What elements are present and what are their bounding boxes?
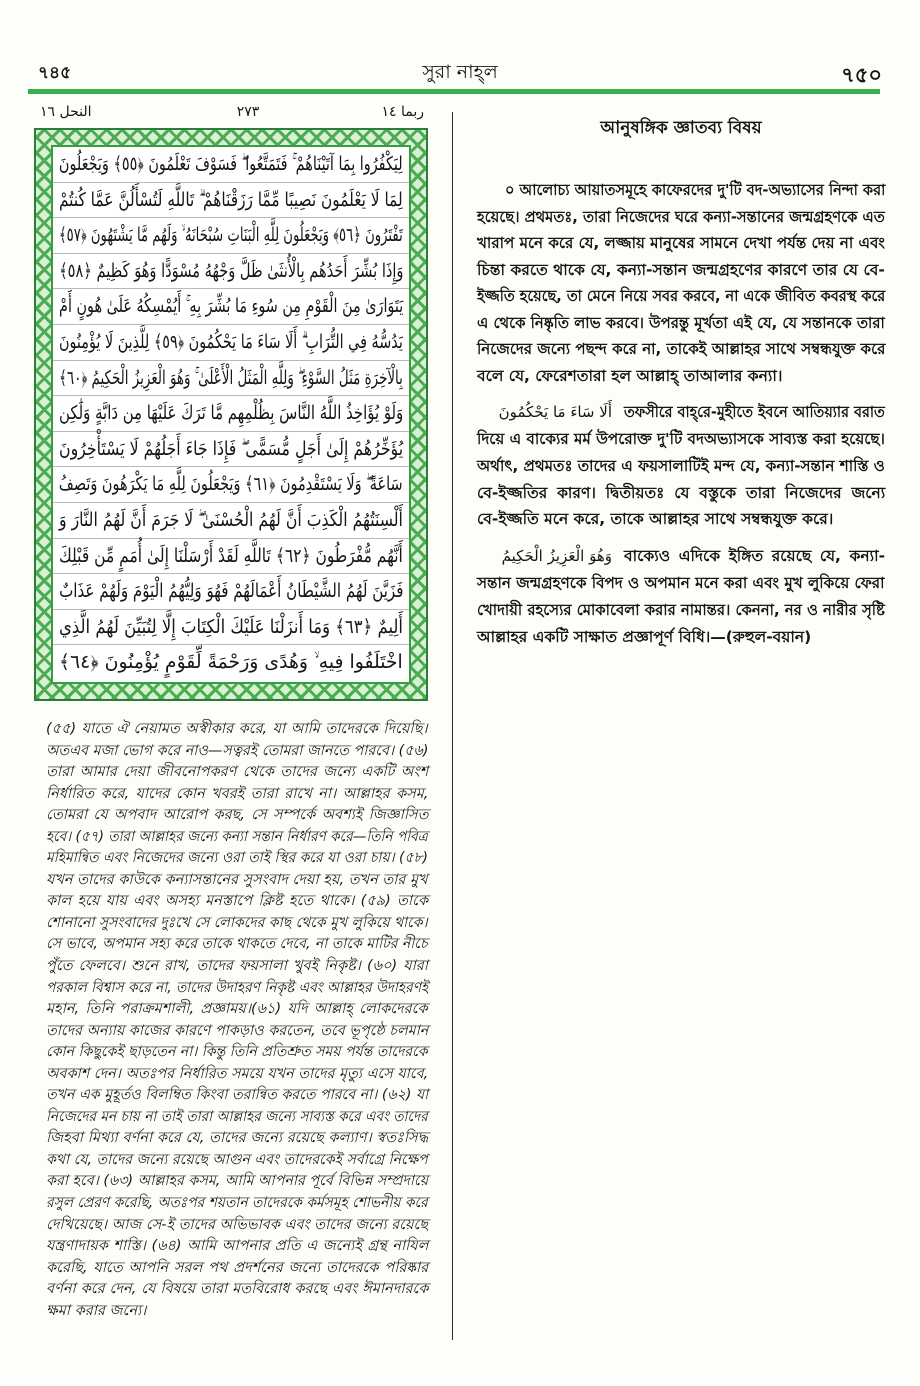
arabic-line xyxy=(53,467,409,503)
translation-line-text: মহিমান্বিত এবং নিজেদের জন্যে ওরা তাই স্থির করে যা ওরা চায়। (৫৮) xyxy=(46,850,428,867)
arabic-line xyxy=(53,396,409,432)
translation-line xyxy=(46,1236,428,1258)
notes-line-text: দিয়ে এ বাক্যের মর্ম উপরোক্ত দু'টি বদঅভ্যাসকে সাব্যস্ত করা হয়েছে। xyxy=(477,430,885,448)
arabic-line xyxy=(53,539,409,575)
translation-line xyxy=(46,1279,428,1301)
arabic-line-text: أَنَّهُم مُّفْرَطُونَ ﴿٦٢﴾ تَاللَّهِ لَقَدْ أَرْسَلْنَا إِلَىٰ أُمَمٍ مِّن قَبْلِكَ xyxy=(59,544,403,567)
translation-line xyxy=(46,1128,428,1150)
notes-line-text: অর্থাৎ, প্রথমতঃ তাদের এ ফয়সালাটিই মন্দ যে, কন্যা-সন্তান শাস্তি ও xyxy=(477,456,885,475)
notes-line xyxy=(624,543,885,570)
translation-line-text: বর্ণনা করে দেন, যে বিষয়ে তারা মতবিরোধ করছে এবং ঈমানদারকে xyxy=(46,1281,429,1298)
notes-line xyxy=(477,570,885,597)
arabic-quote xyxy=(477,399,624,426)
right-page-number: ৭৫০ xyxy=(841,63,882,87)
translation-line xyxy=(46,1107,428,1129)
notes-line xyxy=(477,257,885,284)
running-title: সুরা নাহ্‌ল xyxy=(422,61,498,83)
translation-line xyxy=(46,891,428,913)
translation-line-text: যন্ত্রণাদায়ক শাস্তি। (৬৪) আমি আপনার প্রতি এ জন্যেই গ্রন্থ নাযিল xyxy=(46,1238,429,1255)
arabic-line-text: تَفْتَرُونَ ﴿٥٦﴾ وَيَجْعَلُونَ لِلَّهِ الْبَنَاتِ سُبْحَانَهُ ۙ وَلَهُم مَّا يَشْتَهُونَ ﴿٥٧﴾ xyxy=(59,224,403,247)
notes-line-text: বে-ইজ্জতি মনে করে, তাকে আল্লাহর সাথে সম্বন্ধযুক্ত করে। xyxy=(477,510,834,529)
translation-paragraph xyxy=(46,719,428,1322)
surah-label: النحل ١٦ xyxy=(40,104,92,120)
translation-line xyxy=(46,1301,428,1323)
translation-line xyxy=(46,999,428,1021)
notes-line-text: ইজ্জতি হয়েছে, তা মেনে নিয়ে সবর করবে, না একে জীবিত কবরস্থ করে xyxy=(477,287,886,305)
notes-line-text: সন্তান জন্মগ্রহণকে বিপদ ও অপমান মনে করা এবং মুখ লুকিয়ে ফেরা xyxy=(477,574,885,592)
translation-line-text: পরকাল বিশ্বাস করে না, তাদের উদাহরণ নিকৃষ্ট এবং আল্লাহর উদাহরণই xyxy=(46,979,429,996)
translation-line xyxy=(46,1150,428,1172)
translation-line xyxy=(46,848,428,870)
notes-line xyxy=(477,506,885,533)
arabic-line-text: لِمَا لَا يَعْلَمُونَ نَصِيبًا مِّمَّا رَزَقْنَاهُمْ ۗ تَاللَّهِ لَتُسْأَلُنَّ عَمَّا كُنتُمْ xyxy=(59,188,403,211)
notes-line xyxy=(477,597,885,624)
translation-line xyxy=(46,870,428,892)
arabic-line-text: بِالْآخِرَةِ مَثَلُ السَّوْءِ ۖ وَلِلَّهِ الْمَثَلُ الْأَعْلَىٰ ۚ وَهُوَ الْعَزِيزُ الْحَكِيمُ ﴿٦٠﴾ xyxy=(59,366,404,389)
translation-line xyxy=(46,1085,428,1107)
arabic-line xyxy=(53,645,409,681)
notes-line-text: ০ আলোচ্য আয়াতসমূহে কাফেরদের দু'টি বদ-অভ্যাসের নিন্দা করা xyxy=(505,181,886,199)
translation-line-text: দেখিয়েছে। আজ সে-ই তাদের অভিভাবক এবং তাদের জন্যে রয়েছে xyxy=(46,1216,429,1233)
translation-line xyxy=(46,741,428,763)
translation-line-text: করা হবে। (৬৩) আল্লাহর কসম, আমি আপনার পূর্বে বিভিন্ন সম্প্রদায়ে xyxy=(46,1173,429,1190)
notes-line-text: বাক্যেও এদিকে ইঙ্গিত রয়েছে যে, কন্যা- xyxy=(624,547,886,565)
translation-line-text: তোমরা যে অপবাদ আরোপ করছ, সে সম্পর্কে অবশ্যই জিজ্ঞাসিত xyxy=(46,807,429,824)
translation-line xyxy=(46,827,428,849)
notes-line xyxy=(477,283,885,310)
translation-line-text: হবে। (৫৭) তারা আল্লাহর জন্যে কন্যা সন্তান নির্ধারণ করে—তিনি পবিত্র xyxy=(46,828,428,845)
translation-line xyxy=(46,762,428,784)
arabic-line-text: يَتَوَارَىٰ مِنَ الْقَوْمِ مِن سُوءِ مَا بُشِّرَ بِهِ ۚ أَيُمْسِكُهُ عَلَىٰ هُونٍ أَمْ xyxy=(58,295,403,318)
header-rule xyxy=(28,89,880,94)
quran-text-panel xyxy=(51,145,411,684)
arabic-line xyxy=(53,325,409,361)
column-divider xyxy=(452,112,453,1340)
notes-line-text: খারাপ মনে করে যে, লজ্জায় মানুষের সামনে দেখা পর্যন্ত দেয় না এবং xyxy=(477,234,885,252)
arabic-line xyxy=(53,147,409,183)
notes-paragraph xyxy=(477,426,885,533)
notes-line-text: তফসীরে বাহ্‌রে-মুহীতে ইবনে আতিয়্যার বরাত xyxy=(624,403,885,421)
notes-line xyxy=(477,426,885,453)
translation-line xyxy=(46,978,428,1000)
translation-line xyxy=(46,1064,428,1086)
translation-line-text: রসুল প্রেরণ করেছি, অতঃপর শয়তান তাদেরকে কর্মসমূহ শোভনীয় করে xyxy=(46,1195,428,1212)
translation-line-text: শোনানো সুসংবাদের দুঃখে সে লোকদের কাছ থেকে মুখ লুকিয়ে থাকে। xyxy=(46,914,428,931)
notes-line xyxy=(477,480,885,507)
translation-line-text: যখন তাদের কাউকে কন্যাসন্তানের সুসংবাদ দেয়া হয়, তখন তার মুখ xyxy=(46,871,428,888)
arabic-line-text: أَلِيمٌ ﴿٦٣﴾ وَمَا أَنزَلْنَا عَلَيْكَ الْكِتَابَ إِلَّا لِتُبَيِّنَ لَهُمُ الَّذِي xyxy=(58,615,403,638)
arabic-line-text: سَاعَةً ۖ وَلَا يَسْتَقْدِمُونَ ﴿٦١﴾ وَيَجْعَلُونَ لِلَّهِ مَا يَكْرَهُونَ وَتَصِفُ xyxy=(59,473,403,496)
translation-line-text: পুঁতে ফেলবে। শুনে রাখ, তাদের ফয়সালা খুবই নিকৃষ্ট। (৬০) যারা xyxy=(46,958,428,975)
quote-line xyxy=(477,543,885,570)
translation-line xyxy=(46,719,428,741)
arabic-line-text: اخْتَلَفُوا فِيهِ ۙ وَهُدًى وَرَحْمَةً لِّقَوْمٍ يُؤْمِنُونَ ﴿٦٤﴾ xyxy=(59,651,404,674)
notes-line-text: বলে যে, ফেরেশতারা হল আল্লাহ্ তাআলার কন্যা। xyxy=(477,366,783,385)
translation-line-text: নির্ধারিত করে, যাদের কোন খবরই তারা রাখে না। আল্লাহর কসম, xyxy=(46,785,429,802)
arabic-line xyxy=(53,610,409,646)
arabic-line-text: وَلَوْ يُؤَاخِذُ اللَّهُ النَّاسَ بِظُلْمِهِم مَّا تَرَكَ عَلَيْهَا مِن دَابَّةٍ وَلَٰكِن xyxy=(58,402,403,425)
translation-line-text: করেছি, যাতে আপনি সরল পথ প্রদর্শনের জন্যে তাদেরকে পরিষ্কার xyxy=(46,1259,429,1276)
translation-line-text: (৫৫) যাতে ঐ নেয়ামত অস্বীকার করে, যা আমি তাদেরকে দিয়েছি। xyxy=(46,721,428,737)
translation-line xyxy=(46,1021,428,1043)
arabic-line xyxy=(53,218,409,254)
notes-paragraph xyxy=(477,570,885,650)
notes-line xyxy=(477,624,885,651)
arabic-line xyxy=(53,183,409,219)
notes-line-text: নিজেদের জন্যে পছন্দ করে না, তাকেই আল্লাহর সাথে সম্বন্ধযুক্ত করে xyxy=(477,340,886,358)
left-page-number: ৭৪৫ xyxy=(38,63,72,83)
translation-line-text: তারা আমার দেয়া জীবনোপকরণ থেকে তাদের জন্যে একটি অংশ xyxy=(46,764,429,781)
arabic-line xyxy=(53,361,409,397)
translation-line xyxy=(46,913,428,935)
translation-line-text: অতএব মজা ভোগ করে নাও—সত্বরই তোমরা জানতে পারবে। (৫৬) xyxy=(46,742,429,759)
translation-line xyxy=(46,805,428,827)
notes-line-text: এ থেকে নিষ্কৃতি লাভ করবে। উপরন্তু মূর্খতা এই যে, যে সন্তানকে তারা xyxy=(477,313,885,332)
notes-paragraph xyxy=(477,177,885,389)
translation-line xyxy=(46,1258,428,1280)
translation-line-text: সে ভাবে, অপমান সহ্য করে তাকে থাকতে দেবে, না তাকে মাটির নীচে xyxy=(46,936,428,953)
quran-text-frame xyxy=(34,128,428,701)
translation-line xyxy=(46,1193,428,1215)
notes-line xyxy=(624,399,885,426)
arabic-line xyxy=(53,254,409,290)
translation-line-text: কোন কিছুকেই ছাড়তেন না। কিন্তু তিনি প্রতিশ্রুত সময় পর্যন্ত তাদেরকে xyxy=(46,1044,428,1061)
notes-line xyxy=(477,310,885,337)
translation-line xyxy=(46,784,428,806)
arabic-line xyxy=(53,503,409,539)
translation-line-text: কথা যে, তাদের জন্যে রয়েছে আগুন এবং তাদেরকেই সর্বাগ্রে নিক্ষেপ xyxy=(46,1151,428,1168)
notes-line-text: হয়েছে। প্রথমতঃ, তারা নিজেদের ঘরে কন্যা-সন্তানের জন্মগ্রহণকে এত xyxy=(477,207,885,226)
arabic-quote xyxy=(477,543,624,570)
arabic-line-text: فَزَيَّنَ لَهُمُ الشَّيْطَانُ أَعْمَالَهُمْ فَهُوَ وَلِيُّهُمُ الْيَوْمَ وَلَهُمْ عَذَابٌ xyxy=(58,580,403,603)
translation-line xyxy=(46,1042,428,1064)
translation-line xyxy=(46,1215,428,1237)
translation-line-text: অবকাশ দেন। অতঃপর নির্ধারিত সময়ে যখন তাদের মৃত্যু এসে যাবে, xyxy=(46,1065,429,1082)
notes-line xyxy=(477,363,885,390)
arabic-line xyxy=(53,289,409,325)
notes-line-text: খোদায়ী রহস্যের মোকাবেলা করার নামান্তর। কেননা, নর ও নারীর সৃষ্টি xyxy=(477,600,885,619)
translation-line-text: ক্ষমা করার জন্যে। xyxy=(46,1302,147,1319)
notes-line xyxy=(477,204,885,231)
arabic-line-text: أَلْسِنَتُهُمُ الْكَذِبَ أَنَّ لَهُمُ الْحُسْنَىٰ ۖ لَا جَرَمَ أَنَّ لَهُمُ النَّارَ وَ xyxy=(59,508,403,531)
notes-line-text: বে-ইজ্জতির কারণ। দ্বিতীয়তঃ যে বস্তুকে তারা নিজেদের জন্যে xyxy=(477,483,886,502)
arabic-line-text: لِيَكْفُرُوا بِمَا آتَيْنَاهُمْ ۚ فَتَمَتَّعُوا ۖ فَسَوْفَ تَعْلَمُونَ ﴿٥٥﴾ وَيَجْعَلُونَ xyxy=(59,153,403,175)
quote-line xyxy=(477,399,885,426)
translation-line-text: জিহবা মিথ্যা বর্ণনা করে যে, তাদের জন্যে রয়েছে কল্যাণ। স্বতঃসিদ্ধ xyxy=(46,1130,429,1147)
arabic-line-text: يَدُسُّهُ فِي التُّرَابِ ۗ أَلَا سَاءَ مَا يَحْكُمُونَ ﴿٥٩﴾ لِلَّذِينَ لَا يُؤْمِنُونَ xyxy=(59,330,403,353)
translation-line-text: তাদের অন্যায় কাজের কারণে পাকড়াও করতেন, তবে ভূপৃষ্ঠে চলমান xyxy=(46,1022,429,1039)
mushaf-page-number: ٢٧٣ xyxy=(236,104,260,120)
notes-line xyxy=(477,230,885,257)
arabic-line xyxy=(53,432,409,468)
arabic-line-text: وَإِذَا بُشِّرَ أَحَدُهُم بِالْأُنثَىٰ ظَلَّ وَجْهُهُ مُسْوَدًّا وَهُوَ كَظِيمٌ ﴿٥٨﴾ xyxy=(58,259,403,282)
translation-line xyxy=(46,1171,428,1193)
notes-line xyxy=(477,453,885,480)
notes-line-text: আল্লাহর একটি সাক্ষাত প্রজ্ঞাপূর্ণ বিধি।—(রুহুল-বয়ান) xyxy=(477,627,812,646)
translation-line-text: কাল হয়ে যায় এবং অসহ্য মনস্তাপে ক্লিষ্ট হতে থাকে। (৫৯) তাকে xyxy=(46,893,429,910)
arabic-line xyxy=(53,574,409,610)
juz-label: ربما ١٤ xyxy=(381,104,424,120)
arabic-line-text: يُؤَخِّرُهُمْ إِلَىٰ أَجَلٍ مُّسَمًّى ۖ فَإِذَا جَاءَ أَجَلُهُمْ لَا يَسْتَأْخِرُونَ xyxy=(58,437,403,460)
notes-line xyxy=(477,177,885,204)
translation-line xyxy=(46,956,428,978)
translation-line xyxy=(46,934,428,956)
notes-line-text: চিন্তা করতে থাকে যে, কন্যা-সন্তান জন্মগ্রহণের কারণে তার যে বে- xyxy=(477,260,885,279)
arabic-quote-text: أَلَا سَاءَ مَا يَحْكُمُونَ xyxy=(498,403,612,421)
notes-heading: আনুষঙ্গিক জ্ঞাতব্য বিষয় xyxy=(600,118,762,138)
translation-line-text: নিজেদের মন চায় না তাই তারা আল্লাহর জন্যে সাব্যস্ত করে এবং তাদের xyxy=(46,1108,428,1125)
arabic-quote-text: وَهُوَ الْعَزِيزُ الْحَكِيمُ xyxy=(501,547,612,565)
translation-line-text: তখন এক মুহূর্তও বিলম্বিত কিংবা তরান্বিত করতে পারবে না। (৬২) যা xyxy=(46,1087,429,1104)
arabic-page-header xyxy=(38,104,426,126)
notes-line xyxy=(477,336,885,363)
translation-line-text: মহান, তিনি পরাক্রমশালী, প্রজ্ঞাময়।(৬১) যদি আল্লাহ্ লোকদেরকে xyxy=(46,1001,428,1018)
